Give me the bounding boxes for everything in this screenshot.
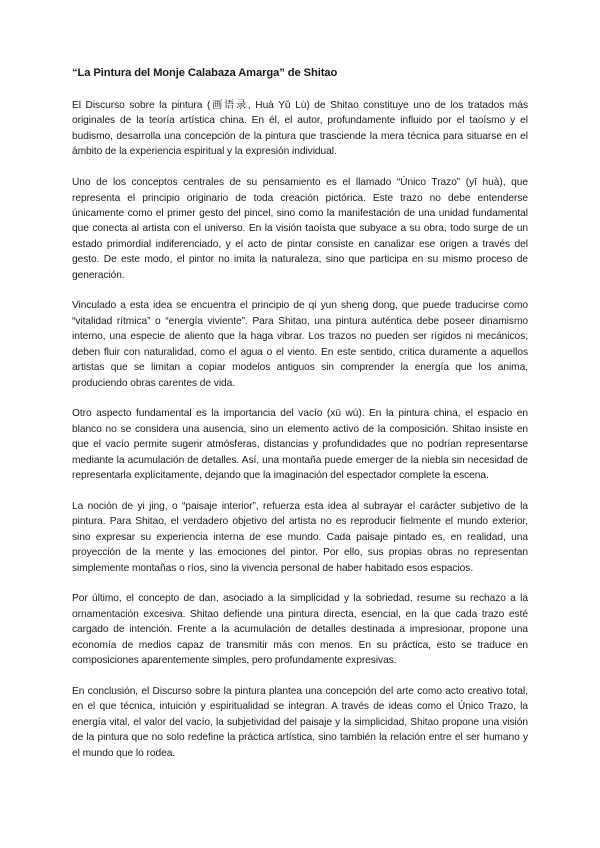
document-title: “La Pintura del Monje Calabaza Amarga” de Shitao bbox=[72, 67, 338, 79]
document-body bbox=[72, 66, 528, 777]
paragraph-unico-trazo: Uno de los conceptos centrales de su pensamiento es el llamado “Único Trazo” (yī huà), que representa el principio originario de toda creación pictórica. Este trazo no debe entenderse únicamente como el primer gesto del pincel, sino como la manifestación de una unidad fundamental que conecta al artista con el universo. En la visión taoísta que subyace a su obra, todo surge de un estado primordial indiferenciado, y el acto de pintar consiste en canalizar ese origen a través del gesto. De este modo, el pintor no imita la naturaleza, sino que participa en su mismo proceso de generación. bbox=[72, 177, 528, 281]
paragraph-paisaje-interior: La noción de yi jing, o “paisaje interior”, refuerza esta idea al subrayar el carácter subjetivo de la pintura. Para Shitao, el verdadero objetivo del artista no es reproducir fielmente el mundo exterior, sino expresar su experiencia interna de ese mundo. Cada paisaje pintado es, en realidad, una proyección de la mente y las emociones del pintor. Por ello, sus propias obras no representan simplemente montañas o ríos, sino la vivencia personal de haber habitado esos espacios. bbox=[72, 500, 528, 574]
paragraph-simplicidad: Por último, el concepto de dan, asociado a la simplicidad y la sobriedad, resume su rechazo a la ornamentación excesiva. Shitao defiende una pintura directa, esencial, en la que cada trazo esté cargado de intención. Frente a la acumulación de detalles destinada a impresionar, propone una economía de medios capaz de transmitir más con menos. En su práctica, esto se traduce en composiciones aparentemente simples, pero profundamente expresivas. bbox=[72, 593, 528, 667]
paragraph-vacio: Otro aspecto fundamental es la importancia del vacío (xū wú). En la pintura china, el espacio en blanco no se considera una ausencia, sino un elemento activo de la composición. Shitao insiste en que el vacío permite sugerir atmósferas, distancias y profundidades que no podrían representarse mediante la acumulación de detalles. Así, una montaña puede emerger de la niebla sin necesidad de representarla explícitamente, dejando que la imaginación del espectador complete la escena. bbox=[72, 408, 528, 482]
paragraph-vitalidad-ritmica: Vinculado a esta idea se encuentra el principio de qi yun sheng dong, que puede traducirse como “vitalidad rítmica” o “energía viviente”. Para Shitao, una pintura auténtica debe poseer dinamismo interno, una especie de aliento que la haga vibrar. Los trazos no pueden ser rígidos ni mecánicos; deben fluir con naturalidad, como el agua o el viento. En este sentido, critica duramente a aquellos artistas que se limitan a copiar modelos antiguos sin comprender la energía que los anima, produciendo obras carentes de vida. bbox=[72, 300, 528, 389]
paragraph-conclusion: En conclusión, el Discurso sobre la pintura plantea una concepción del arte como acto creativo total, en el que técnica, intuición y espiritualidad se integran. A través de ideas como el Único Trazo, la energía vital, el valor del vacío, la subjetividad del paisaje y la simplicidad, Shitao propone una visión de la pintura que no solo redefine la práctica artística, sino también la relación entre el ser humano y el mundo que lo rodea. bbox=[72, 686, 528, 759]
paragraph-intro: El Discurso sobre la pintura (画语录, Huà Yǔ Lù) de Shitao constituye uno de los tratados más originales de la teoría artística china. En él, el autor, profundamente influido por el taoísmo y el budismo, desarrolla una concepción de la pintura que trasciende la mera técnica para situarse en el ámbito de la experiencia espiritual y la expresión individual. bbox=[72, 100, 528, 158]
